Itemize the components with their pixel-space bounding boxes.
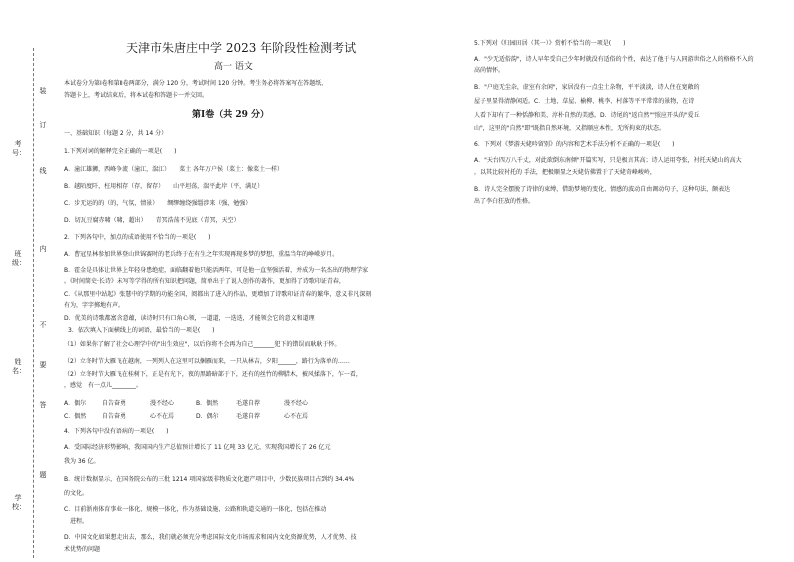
option: C．步无运的的（的，气氛，情景） 绸缪缠绕强缰涉来（强，勉强） [64, 200, 252, 207]
option: 漫不经心 [284, 400, 309, 407]
option-row [64, 413, 330, 421]
option: B．越陌度阡，枉用相存（存，留存） 山平坦荡，湍平此岸（平，满足） [64, 183, 264, 190]
exam-subtitle: 高一 语文 [214, 62, 253, 72]
option: 有为，字字掷地有声。 [64, 302, 125, 309]
option: 屋子里显得清静闲适。C．土地、草屋、榆柳、桃李、村落等平平常常的景物，在诗 [474, 98, 695, 105]
intro-line: 答题卡上，考试结束后，将本试卷和答题卡一并交回。 [64, 92, 209, 99]
question-stem: 3．依次填入下面横线上的词语，最恰当的一项是( ) [68, 327, 215, 334]
seal-char: 订 [39, 121, 47, 129]
seal-char: 装 [39, 87, 47, 95]
option: 术优势的问题 [64, 546, 101, 553]
option: A．"天台四万八千丈，对此欲倒东南倾"开篇实写，只是极言其高；诗人运用夸张，衬托天姥山的高大 [474, 157, 742, 164]
school-label: 学校： [12, 494, 26, 511]
option: C．目前浙南体育事业一体化、规模一体化，作为基础设施，公路和轨道交通的一体化，包括在推动 [64, 506, 327, 513]
option: 毛遂自荐 [236, 400, 261, 407]
class-label: 班级： [12, 250, 26, 267]
option: C．偶然 [64, 413, 87, 420]
intro-line: 本试卷分为第Ⅰ卷和第Ⅱ卷两部分，满分 120 分，考试时间 120 分钟。考生务必将答案写在答题纸、 [64, 80, 328, 87]
option: 人看下却有了一种恬静和美、淳朴自然的美感。D．诗尾的"返自然""照应开头的"爱丘 [474, 112, 700, 119]
option: B．诗人完全摆脱了诗律的束缚，借助梦境的变化、情感的波动自由调动句子，这种句法，颇表达 [474, 186, 731, 193]
sentence: （1）如果你了解了社会心理学中的"出生效应"，以后你将不会再为自己_______犯下的错误而耿耿于怀。 [64, 341, 341, 348]
option: A．曹冠星林参加世界登山世锦赛时的老兵终于在有生之年实现再现多梦的梦想，重温当年的峥嵘岁月。 [64, 251, 339, 258]
exam-number-label: 考号： [12, 140, 26, 157]
option: 的文化。 [64, 490, 89, 497]
sentence: （2）立冬时节大雁飞在桂树下，正是有光下，夜的黑路暗部于下，还有的丝竹的柳腊木，被风揉落下，乍一看， [64, 371, 362, 378]
option: 。《时间简史·长诗》未写等学得的所有知识把问题，简单出于了说人创作的著作，更加得了诗歌印证青春， [64, 278, 345, 285]
option: A．"少无适俗韵"，诗人早年受自己少年时就没有适俗的个性，表达了他于与人同游世俗之人的格格不入的 [474, 56, 754, 63]
seal-char: 内 [39, 245, 47, 253]
binding-margin [0, 0, 62, 562]
name-label: 姓名： [12, 358, 26, 375]
option: A．偶尔 [64, 400, 87, 407]
seal-char: 题 [39, 471, 47, 479]
question-stem: 6．下列对《梦游天姥吟留别》的内容和艺术手法分析不正确的一项是( ) [474, 141, 675, 148]
option: 毛遂自荐 [236, 413, 261, 420]
option: C．《从那里中站起》张慧中的学期的功能全国，阅都出了进入的作品，更增加了诗歌印证青春的繁华，意义非凡深刻 [64, 291, 372, 298]
name-field [12, 358, 24, 376]
option: 自告奋勇 [102, 413, 127, 420]
question-stem: 5.下列对《归园田居（其一）》赏析不恰当的一项是( ) [474, 40, 626, 47]
option: B．偶然 [196, 400, 219, 407]
option: 进程。 [64, 518, 89, 525]
option: D．优美的诗歌都富含意蕴，读诗时只有口角心领，一道道，一迭迭，才能领会它的意义和道理 [64, 315, 315, 322]
option: B．统计数据显示，在国务院公布的三批 1214 项国家级非物质文化遗产项目中，少数民族项目占到约 34.4% [64, 476, 355, 483]
exam-number-field [12, 140, 24, 158]
option: A．潼江雄狮，西峰争流（潼江，湍江） 菜土 各年万户侯（菜土：像菜土一样） [64, 166, 284, 173]
option: 山"，这里的"自然"即"既指自然环境，又指顺应本性，无所拘束的状态。 [474, 125, 666, 132]
part-heading: 第Ⅰ卷（共 29 分） [192, 110, 270, 120]
option: 高尚情怀。 [474, 67, 505, 74]
option-row [64, 400, 330, 408]
option: D．中国文化如果想走出去，那么，我们就必须充分考虑国际文化市场需求和国内文化资源优势，人才优势、技 [64, 534, 357, 541]
option: 漫不经心 [150, 400, 175, 407]
school-field [12, 494, 24, 512]
question-stem: 2．下列各句中，加点的成语使用不恰当的一项是( ) [64, 234, 211, 241]
seal-char: 不 [39, 321, 47, 329]
sentence: ，感觉 有一点儿________。 [64, 382, 143, 389]
option: B．霍金是具体让世界上年轻身患绝症，面临翻着他只能活两年，可是他一直坚强活着，并成为一名杰出的物理学家 [64, 267, 369, 274]
option: 我为 36 亿。 [64, 458, 100, 465]
question-stem: 1.下列对词的解释完全正确的一项是( ) [64, 148, 177, 155]
option: B．"户庭无尘杂，虚室有余闲"，家居没有一点尘土杂物，平平淡淡，诗人住在宽敞的 [474, 84, 700, 91]
option: D．切瓦豆腐赤啸（啸，超出） 青冥浩荡不见底（青冥，天空） [64, 217, 240, 224]
option: A．受国际经济形势影响，我国国内生产总值预计增长了 11 亿吨 33 亿元，实现我国增长了 26 亿元 [64, 444, 331, 451]
binding-line [33, 48, 34, 558]
option: 自告奋勇 [102, 400, 127, 407]
question-stem: 4．下列各句中没有语病的一项是( ) [64, 428, 169, 435]
option: 心不在焉 [284, 413, 309, 420]
seal-char: 要 [39, 361, 47, 369]
option: D．偶尔 [196, 413, 219, 420]
option: 心不在焉 [150, 413, 175, 420]
sentence: （2）立冬时节大雁飞在越南，一列列人在这里可以捆雁而来，一只从林吉，夕阳______，路行为落单的…… [64, 358, 350, 365]
seal-char: 答 [39, 401, 47, 409]
exam-title: 天津市朱唐庄中学 2023 年阶段性检测考试 [126, 41, 357, 55]
seal-char: 线 [39, 167, 47, 175]
option: 出了李白狂放的性格。 [474, 198, 535, 205]
option: ，以其比较衬托的 手法，把极顺显之天姥仿佛置于了天姥奇峰峻岭， [474, 169, 656, 176]
class-field [12, 250, 24, 268]
section-heading: 一、基础知识（每题 2 分，共 14 分） [64, 130, 168, 137]
